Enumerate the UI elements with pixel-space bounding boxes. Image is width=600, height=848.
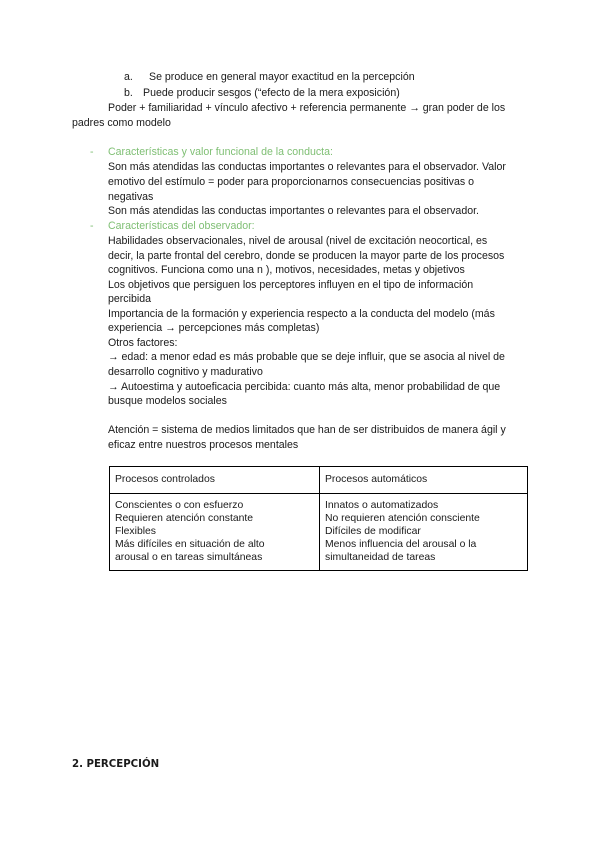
text-line: Importancia de la formación y experiencia respecto a la conducta del modelo (más xyxy=(108,308,495,320)
text-line: decir, la parte frontal del cerebro, donde se producen la mayor parte de los procesos xyxy=(108,250,505,262)
text-line: Son más atendidas las conductas importantes o relevantes para el observador. xyxy=(108,205,479,217)
cell-line: Difíciles de modificar xyxy=(325,526,421,537)
text-line: Habilidades observacionales, nivel de arousal (nivel de excitación neocortical, es xyxy=(108,235,488,247)
cell-line: Flexibles xyxy=(115,526,156,537)
section-heading-conducta: Características y valor funcional de la conducta: xyxy=(108,146,333,158)
table-cell-automatic xyxy=(320,494,528,571)
text-line: Atención = sistema de medios limitados que han de ser distribuidos de manera ágil y xyxy=(108,424,506,436)
section-title: 2. PERCEPCIÓN xyxy=(72,759,160,770)
text-line: negativas xyxy=(108,191,154,203)
cell-line: Conscientes o con esfuerzo xyxy=(115,500,244,511)
sublist-marker-a: a. xyxy=(124,71,133,83)
bullet-dash: - xyxy=(90,146,94,158)
text-line: eficaz entre nuestros procesos mentales xyxy=(108,439,299,451)
cell-line: Requieren atención constante xyxy=(115,513,254,524)
paragraph-line: Poder + familiaridad + vínculo afectivo + referencia permanente → gran poder de los xyxy=(108,102,506,114)
text-line: experiencia → percepciones más completas) xyxy=(108,322,320,334)
bullet-dash: - xyxy=(90,220,94,232)
text-line: Los objetivos que persiguen los perceptores influyen en el tipo de información xyxy=(108,279,474,291)
section-heading-observador: Características del observador: xyxy=(108,220,255,232)
table-header-cell: Procesos automáticos xyxy=(320,467,528,494)
table-cell-controlled xyxy=(110,494,320,571)
text-line: Son más atendidas las conductas importantes o relevantes para el observador. Valor xyxy=(108,161,506,173)
table-header-cell: Procesos controlados xyxy=(110,467,320,494)
text-line: → edad: a menor edad es más probable que se deje influir, que se asocia al nivel de xyxy=(108,351,505,363)
text-line: percibida xyxy=(108,293,151,305)
sublist-item-a: Se produce en general mayor exactitud en la percepción xyxy=(149,71,415,83)
text-line: cognitivos. Funciona como una n ), motivos, necesidades, metas y objetivos xyxy=(108,264,465,276)
text-line: emotivo del estímulo = poder para proporcionarnos consecuencias positivas o xyxy=(108,176,474,188)
paragraph-line: padres como modelo xyxy=(72,117,171,129)
sublist-item-b: Puede producir sesgos (“efecto de la mera exposición) xyxy=(143,87,400,99)
cell-line: No requieren atención consciente xyxy=(325,513,480,524)
cell-line: Innatos o automatizados xyxy=(325,500,439,511)
sublist-marker-b: b. xyxy=(124,87,133,99)
text-line: → Autoestima y autoeficacia percibida: cuanto más alta, menor probabilidad de que xyxy=(108,381,501,393)
text-line: busque modelos sociales xyxy=(108,395,227,407)
table-header-row xyxy=(110,467,528,494)
cell-line: Menos influencia del arousal o la xyxy=(325,539,477,550)
cell-line: arousal o en tareas simultáneas xyxy=(115,552,263,563)
table-row xyxy=(110,494,528,571)
cell-line: simultaneidad de tareas xyxy=(325,552,436,563)
cell-line: Más difíciles en situación de alto xyxy=(115,539,265,550)
text-line: Otros factores: xyxy=(108,337,178,349)
text-line: desarrollo cognitivo y madurativo xyxy=(108,366,263,378)
processes-table xyxy=(109,466,528,571)
